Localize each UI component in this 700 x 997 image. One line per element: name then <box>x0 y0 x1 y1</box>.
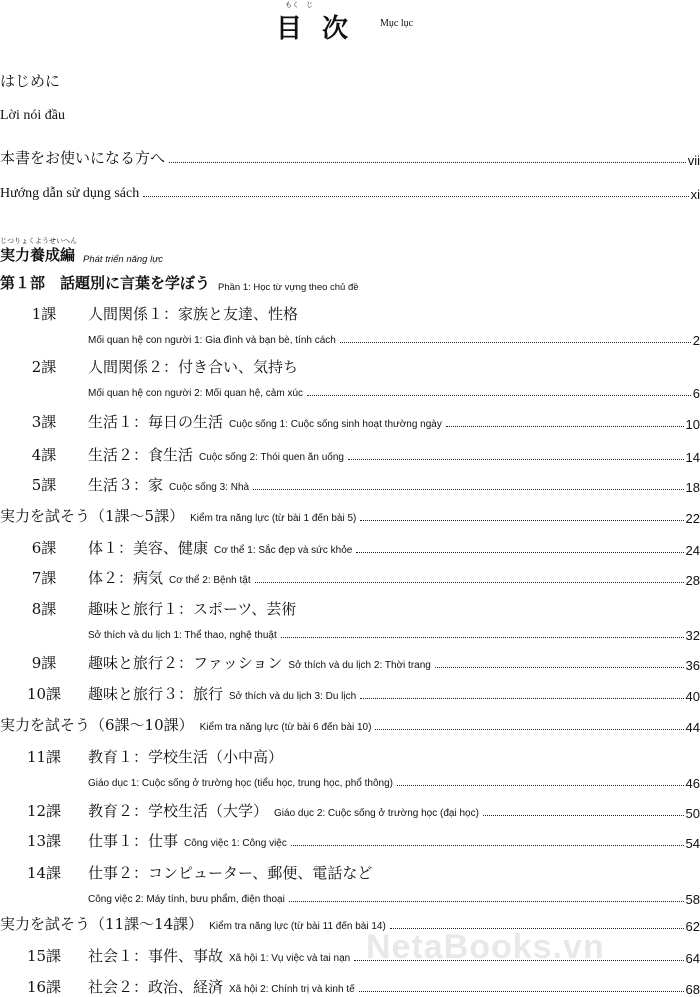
lesson-row[interactable] <box>0 799 700 821</box>
intro-vi: Lời nói đầu <box>0 108 65 123</box>
leader-dots <box>255 582 684 583</box>
lesson-row[interactable] <box>0 861 700 883</box>
lesson-title-jp: 仕事１：仕事 <box>88 832 179 850</box>
lesson-row[interactable] <box>0 597 700 619</box>
lesson-subtitle-row[interactable] <box>88 771 700 791</box>
leader-dots <box>169 162 686 163</box>
lesson-number: 12課 <box>26 802 62 820</box>
lesson-title-vi: Xã hội 1: Vụ việc và tai nạn <box>229 953 351 964</box>
leader-dots <box>348 459 684 460</box>
lesson-page: 58 <box>685 892 700 907</box>
lesson-page: 22 <box>685 511 700 526</box>
leader-dots <box>435 667 684 668</box>
lesson-title-jp: 趣味と旅行１：スポーツ、芸術 <box>88 600 297 618</box>
lesson-title-vi: Sở thích và du lịch 2: Thời trang <box>288 660 431 671</box>
part-heading <box>0 272 700 293</box>
lesson-title-vi: Xã hội 2: Chính trị và kinh tế <box>229 984 355 995</box>
lesson-page: 62 <box>685 919 700 934</box>
lesson-page: 64 <box>685 951 700 966</box>
front-page-0: vii <box>687 153 700 168</box>
leader-dots <box>340 342 691 343</box>
lesson-page: 18 <box>685 480 700 495</box>
lesson-subtitle-row[interactable] <box>88 887 700 907</box>
leader-dots <box>397 785 684 786</box>
lesson-title-jp: 趣味と旅行２：ファッション <box>88 654 283 672</box>
lesson-title-jp: 生活２：食生活 <box>88 446 194 464</box>
lesson-number: 1課 <box>31 305 57 323</box>
section-heading <box>0 244 700 265</box>
lesson-title-jp: 実力を試そう（1課～5課） <box>0 507 185 525</box>
lesson-page: 46 <box>685 776 700 791</box>
lesson-title-vi: Cuộc sống 1: Cuộc sống sinh hoạt thường ngày <box>229 419 442 430</box>
lesson-row[interactable] <box>0 651 700 673</box>
lesson-title-vi: Kiểm tra năng lực (từ bài 6 đến bài 10) <box>199 722 372 733</box>
part-jp: 第１部 話題別に言葉を学ぼう <box>0 274 211 292</box>
section-jp: 実力養成編 <box>0 246 76 264</box>
watermark: NetaBooks.vn <box>366 928 605 966</box>
lesson-page: 24 <box>685 543 700 558</box>
lesson-subtitle-vi: Giáo dục 1: Cuộc sống ở trường học (tiểu học, trung học, phổ thông) <box>88 778 393 789</box>
lesson-title-vi: Kiểm tra năng lực (từ bài 1 đến bài 5) <box>190 513 357 524</box>
lesson-row[interactable] <box>0 410 700 432</box>
leader-dots <box>356 552 683 553</box>
lesson-number: 10課 <box>26 685 62 703</box>
leader-dots <box>253 489 683 490</box>
front-label-0: 本書をお使いになる方へ <box>0 149 166 167</box>
lesson-row[interactable] <box>0 682 700 704</box>
lesson-subtitle-row[interactable] <box>88 381 700 401</box>
lesson-number: 16課 <box>26 978 62 996</box>
lesson-row[interactable] <box>0 473 700 495</box>
lesson-subtitle-vi: Mối quan hệ con người 1: Gia đình và bạn bè, tính cách <box>88 335 336 346</box>
lesson-title-jp: 体１：美容、健康 <box>88 539 209 557</box>
lesson-subtitle-row[interactable] <box>88 328 700 348</box>
lesson-page: 14 <box>685 450 700 465</box>
lesson-row[interactable] <box>0 536 700 558</box>
page-title-vi: Mục lục <box>380 18 414 29</box>
lesson-title-jp: 実力を試そう（11課～14課） <box>0 915 204 933</box>
lesson-title-jp: 教育２：学校生活（大学） <box>88 802 269 820</box>
leader-dots <box>359 991 684 992</box>
lesson-title-jp: 人間関係１：家族と友達、性格 <box>88 305 299 323</box>
intro-jp: はじめに <box>0 72 61 90</box>
lesson-row[interactable] <box>0 504 700 526</box>
part-vi: Phần 1: Học từ vựng theo chủ đề <box>218 282 359 293</box>
lesson-subtitle-vi: Công việc 2: Máy tính, bưu phẩm, điện thoại <box>88 894 285 905</box>
title-ruby: もく じ <box>285 1 313 9</box>
lesson-row[interactable] <box>0 745 700 767</box>
lesson-number: 8課 <box>31 600 57 618</box>
lesson-number: 5課 <box>31 476 57 494</box>
lesson-row[interactable] <box>0 566 700 588</box>
lesson-title-jp: 社会２：政治、経済 <box>88 978 224 996</box>
leader-dots <box>360 520 683 521</box>
lesson-page: 2 <box>692 333 700 348</box>
leader-dots <box>375 729 683 730</box>
lesson-number: 9課 <box>31 654 57 672</box>
lesson-title-vi: Cuộc sống 3: Nhà <box>169 482 250 493</box>
leader-dots <box>483 815 684 816</box>
lesson-number: 4課 <box>31 446 57 464</box>
lesson-title-jp: 仕事２：コンピューター、郵便、電話など <box>88 864 373 882</box>
lesson-number: 15課 <box>26 947 62 965</box>
lesson-number: 2課 <box>31 358 57 376</box>
lesson-title-jp: 体２：病気 <box>88 569 164 587</box>
lesson-number: 11課 <box>26 748 62 766</box>
lesson-title-jp: 生活３：家 <box>88 476 164 494</box>
lesson-page: 50 <box>685 806 700 821</box>
lesson-row[interactable] <box>0 829 700 851</box>
lesson-page: 68 <box>685 982 700 997</box>
leader-dots <box>307 395 691 396</box>
leader-dots <box>281 637 684 638</box>
lesson-row[interactable] <box>0 355 700 377</box>
lesson-title-vi: Giáo dục 2: Cuộc sống ở trường học (đại học) <box>274 808 479 819</box>
lesson-number: 7課 <box>31 569 57 587</box>
lesson-page: 44 <box>685 720 700 735</box>
lesson-number: 3課 <box>31 413 57 431</box>
lesson-row[interactable] <box>0 713 700 735</box>
section-ruby: じつりょくようせいへん <box>0 237 77 245</box>
lesson-page: 32 <box>685 628 700 643</box>
front-row-0[interactable] <box>0 146 700 168</box>
lesson-subtitle-vi: Mối quan hệ con người 2: Mối quan hệ, cảm xúc <box>88 388 304 399</box>
lesson-number: 14課 <box>26 864 62 882</box>
lesson-title-jp: 実力を試そう（6課～10課） <box>0 716 194 734</box>
lesson-number: 6課 <box>31 539 57 557</box>
lesson-title-jp: 教育１：学校生活（小中高） <box>88 748 284 766</box>
lesson-subtitle-vi: Sở thích và du lịch 1: Thể thao, nghệ thuật <box>88 630 277 641</box>
lesson-number: 13課 <box>26 832 62 850</box>
lesson-subtitle-row[interactable] <box>88 623 700 643</box>
front-label-1: Hướng dẫn sử dụng sách <box>0 186 140 201</box>
lesson-title-vi: Cơ thể 1: Sắc đẹp và sức khỏe <box>214 545 353 556</box>
leader-dots <box>446 426 684 427</box>
leader-dots <box>291 845 684 846</box>
lesson-title-jp: 人間関係２：付き合い、気持ち <box>88 358 299 376</box>
lesson-page: 36 <box>685 658 700 673</box>
lesson-row[interactable] <box>0 975 700 997</box>
leader-dots <box>143 196 688 197</box>
lesson-row[interactable] <box>0 443 700 465</box>
lesson-title-jp: 社会１：事件、事故 <box>88 947 224 965</box>
front-page-1: xi <box>690 187 700 202</box>
lesson-title-vi: Kiểm tra năng lực (từ bài 11 đến bài 14) <box>209 921 386 932</box>
page-title: 目次 <box>276 14 369 44</box>
leader-dots <box>360 698 683 699</box>
lesson-page: 40 <box>685 689 700 704</box>
section-vi: Phát triển năng lực <box>83 254 163 265</box>
lesson-title-vi: Cuộc sống 2: Thói quen ăn uống <box>199 452 344 463</box>
lesson-title-vi: Sở thích và du lịch 3: Du lịch <box>229 691 357 702</box>
front-row-1[interactable] <box>0 180 700 202</box>
lesson-page: 10 <box>685 417 700 432</box>
lesson-title-vi: Cơ thể 2: Bệnh tật <box>169 575 251 586</box>
lesson-page: 28 <box>685 573 700 588</box>
lesson-page: 6 <box>692 386 700 401</box>
lesson-page: 54 <box>685 836 700 851</box>
lesson-title-jp: 趣味と旅行３：旅行 <box>88 685 224 703</box>
lesson-row[interactable] <box>0 302 700 324</box>
lesson-title-vi: Công việc 1: Công việc <box>184 838 287 849</box>
leader-dots <box>289 901 684 902</box>
lesson-title-jp: 生活１：毎日の生活 <box>88 413 224 431</box>
